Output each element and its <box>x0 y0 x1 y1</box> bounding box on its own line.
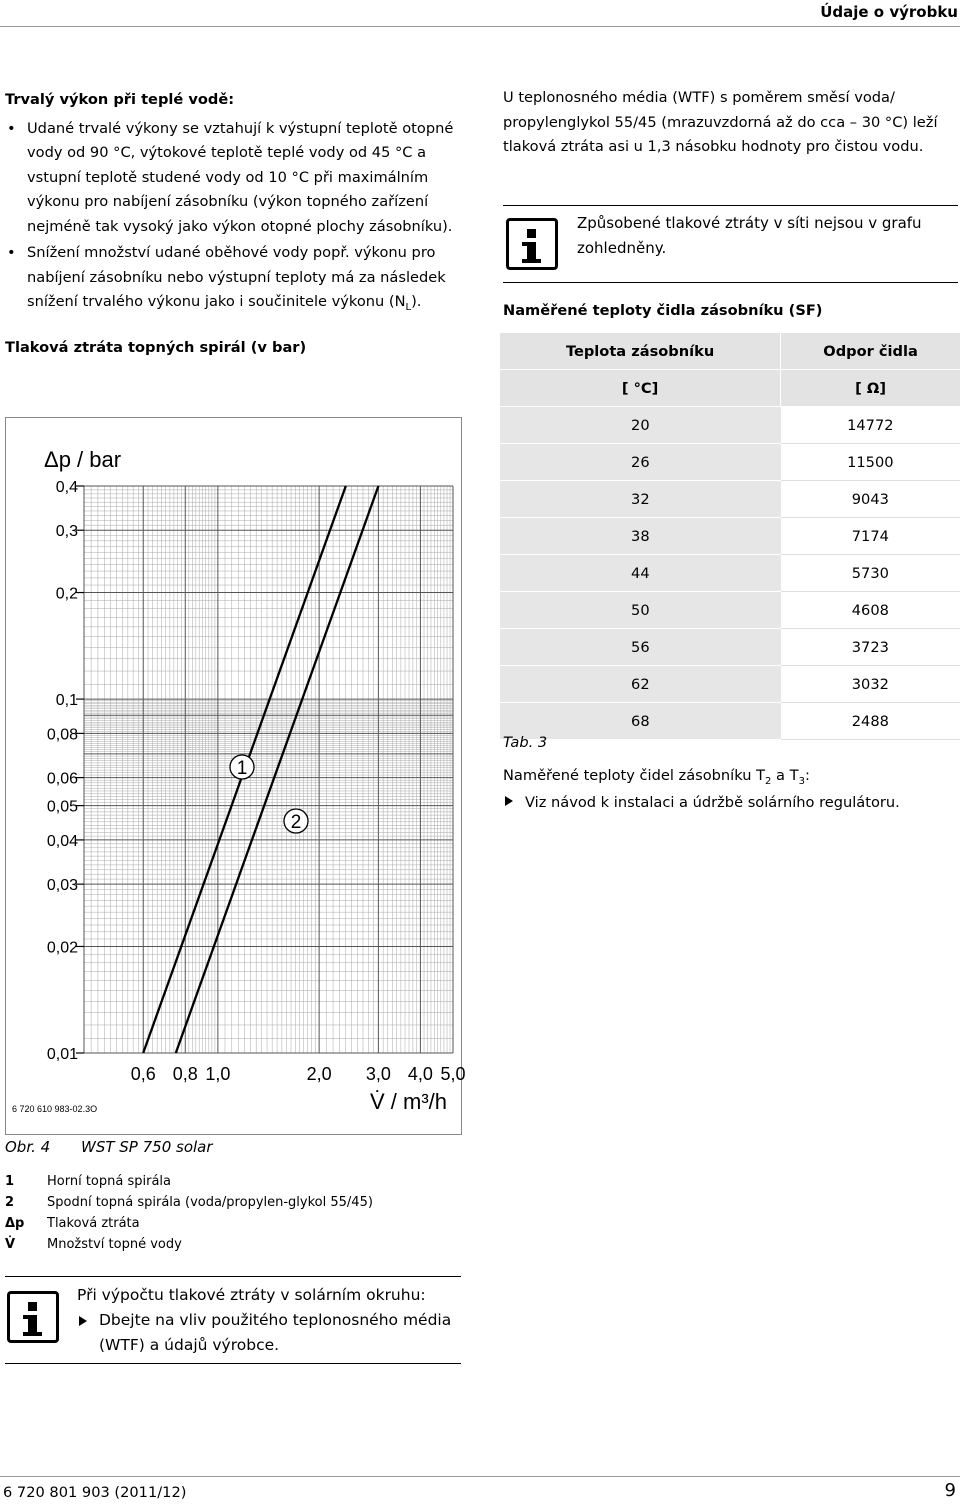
y-tick-label: 0,01 <box>46 1046 78 1063</box>
bullet-item-2-text: Snížení množství udané oběhové vody popř. výkonu pro nabíjení zásobníku nebo výstupní teploty má za následek snížení trvalého výkonu jako i součinitele výkonu (N <box>27 244 446 310</box>
info-box-right <box>503 205 958 283</box>
y-tick-label: 0,3 <box>55 523 78 541</box>
table-cell: 50 <box>500 592 781 629</box>
bullet-item-2-end: ). <box>411 293 422 310</box>
info-right-text: Způsobené tlakové ztráty v síti nejsou v grafu zohledněny. <box>577 214 922 257</box>
footer-doc-number: 6 720 801 903 (2011/12) <box>3 1484 187 1501</box>
chart-x-title: V̇ / m³/h <box>370 1089 448 1114</box>
x-tick-label: 4,0 <box>407 1064 433 1084</box>
legend-key-4: V̇ <box>5 1237 16 1252</box>
y-tick-label: 0,03 <box>46 877 78 895</box>
x-tick-label: 3,0 <box>365 1064 391 1084</box>
figure-legend <box>5 1171 373 1255</box>
curve-label-2: 2 <box>290 812 302 833</box>
legend-text-3: Tlaková ztráta <box>47 1216 140 1231</box>
info-bottom-line2: Dbejte na vliv použitého teplonosného média (WTF) a údajů výrobce. <box>99 1311 452 1354</box>
table-cell: 11500 <box>781 444 960 481</box>
legend-row-4 <box>5 1234 373 1255</box>
para2-c: : <box>804 767 810 784</box>
y-tick-label: 0,04 <box>46 832 78 850</box>
arrow-icon <box>505 796 513 806</box>
legend-key-2: 2 <box>5 1195 15 1210</box>
right-instruction-text: Viz návod k instalaci a údržbě solárního regulátoru. <box>525 794 900 811</box>
table-row <box>500 592 960 629</box>
legend-row-2 <box>5 1192 373 1213</box>
para2-sub2: 3 <box>798 775 805 787</box>
info-bottom-instruction <box>77 1308 457 1358</box>
figure-caption <box>5 1138 213 1156</box>
table-caption: Tab. 3 <box>503 734 548 751</box>
heading-pressure-loss: Tlaková ztráta topných spirál (v bar) <box>5 339 307 357</box>
table-header-temp: Teplota zásobníku <box>500 333 781 370</box>
footer-page-number: 9 <box>944 1480 956 1501</box>
legend-text-1: Horní topná spirála <box>47 1174 171 1189</box>
chart-figure-code: 6 720 610 983-02.3O <box>12 1104 98 1114</box>
table-row <box>500 518 960 555</box>
y-tick-label: 0,2 <box>55 585 78 603</box>
table-cell: 14772 <box>781 407 960 444</box>
arrow-icon <box>79 1316 87 1326</box>
bullet-item-2 <box>5 241 465 320</box>
table-cell: 68 <box>500 703 781 740</box>
table-header-resistance: Odpor čidla <box>781 333 960 370</box>
table-cell: 7174 <box>781 518 960 555</box>
x-tick-label: 1,0 <box>205 1064 231 1084</box>
y-tick-label: 0,05 <box>46 798 78 816</box>
table-unit-temp: [ °C] <box>500 370 781 407</box>
sensor-table-heading: Naměřené teploty čidla zásobníku (SF) <box>503 302 823 319</box>
y-tick-label: 0,1 <box>55 692 78 710</box>
x-tick-label: 2,0 <box>306 1064 332 1084</box>
heading-continuous-output: Trvalý výkon při teplé vodě: <box>5 91 235 108</box>
table-cell: 2488 <box>781 703 960 740</box>
chart-y-title: Δp / bar <box>44 447 122 472</box>
table-cell: 38 <box>500 518 781 555</box>
info-bottom-text <box>77 1283 457 1358</box>
chart-grid-minor <box>84 486 453 1053</box>
chart-y-ticks <box>47 479 84 1063</box>
y-tick-label: 0,4 <box>55 479 78 496</box>
footer-divider <box>0 1476 960 1477</box>
legend-row-3 <box>5 1213 373 1234</box>
legend-text-4: Množství topné vody <box>47 1237 182 1252</box>
chart-svg <box>6 418 466 1134</box>
info-bottom-line1: Při výpočtu tlakové ztráty v solárním okruhu: <box>77 1286 426 1304</box>
legend-row-1 <box>5 1171 373 1192</box>
y-tick-label: 0,08 <box>46 726 78 744</box>
figure-number: Obr. 4 <box>5 1138 51 1156</box>
table-cell: 44 <box>500 555 781 592</box>
table-cell: 3032 <box>781 666 960 703</box>
table-cell: 9043 <box>781 481 960 518</box>
page-header-title: Údaje o výrobku <box>820 3 958 21</box>
x-tick-label: 0,8 <box>172 1064 198 1084</box>
table-cell: 62 <box>500 666 781 703</box>
sensor-table <box>500 333 960 740</box>
figure-title: WST SP 750 solar <box>80 1138 213 1156</box>
table-row <box>500 666 960 703</box>
x-tick-label: 5,0 <box>440 1064 466 1084</box>
right-instruction <box>503 791 958 816</box>
header-bar <box>0 0 960 27</box>
table-row <box>500 407 960 444</box>
table-header-row <box>500 333 960 370</box>
table-cell: 32 <box>500 481 781 518</box>
chart-x-ticks <box>131 1064 466 1084</box>
info-icon <box>506 218 558 270</box>
table-row <box>500 703 960 740</box>
x-tick-label: 0,6 <box>130 1064 156 1084</box>
table-cell: 56 <box>500 629 781 666</box>
right-paragraph-1: U teplonosného média (WTF) s poměrem směsí voda/ propylenglykol 55/45 (mrazuvzdorná až do cca – 30 °C) leží tlaková ztráta asi u 1,3 násobku hodnoty pro čistou vodu. <box>503 89 938 155</box>
table-unit-resistance: [ Ω] <box>781 370 960 407</box>
table-row <box>500 555 960 592</box>
legend-text-2: Spodní topná spirála (voda/propylen-glykol 55/45) <box>47 1195 373 1210</box>
y-tick-label: 0,02 <box>46 939 78 957</box>
left-column-text <box>5 88 465 361</box>
bullet-item-1: • Udané trvalé výkony se vztahují k výstupní teplotě otopné vody od 90 °C, výtokové teplotě teplé vody od 45 °C a vstupní teplotě studené vody od 10 °C při maximálním výkonu pro nabíjení zásobníku (výkon topného zařízení nejméně tak vysoký jako výkon otopné plochy zásobníku). <box>5 117 465 240</box>
table-cell: 5730 <box>781 555 960 592</box>
table-cell: 4608 <box>781 592 960 629</box>
right-paragraph-2 <box>503 764 958 794</box>
pressure-loss-chart <box>5 417 466 1135</box>
legend-key-3: Δp <box>5 1216 25 1231</box>
y-tick-label: 0,06 <box>46 770 78 788</box>
table-cell: 3723 <box>781 629 960 666</box>
table-units-row <box>500 370 960 407</box>
table-row <box>500 629 960 666</box>
table-cell: 26 <box>500 444 781 481</box>
bullet-list <box>5 117 465 321</box>
bullet-item-2-sub: L <box>405 301 412 313</box>
para2-b: a T <box>771 767 799 784</box>
para2-sub1: 2 <box>765 775 772 787</box>
table-cell: 20 <box>500 407 781 444</box>
info-box-bottom <box>5 1276 461 1364</box>
info-icon <box>7 1291 59 1343</box>
para2-a: Naměřené teploty čidel zásobníku T <box>503 767 766 784</box>
curve-label-1: 1 <box>236 758 248 779</box>
table-row <box>500 481 960 518</box>
table-row <box>500 444 960 481</box>
legend-key-1: 1 <box>5 1174 15 1189</box>
